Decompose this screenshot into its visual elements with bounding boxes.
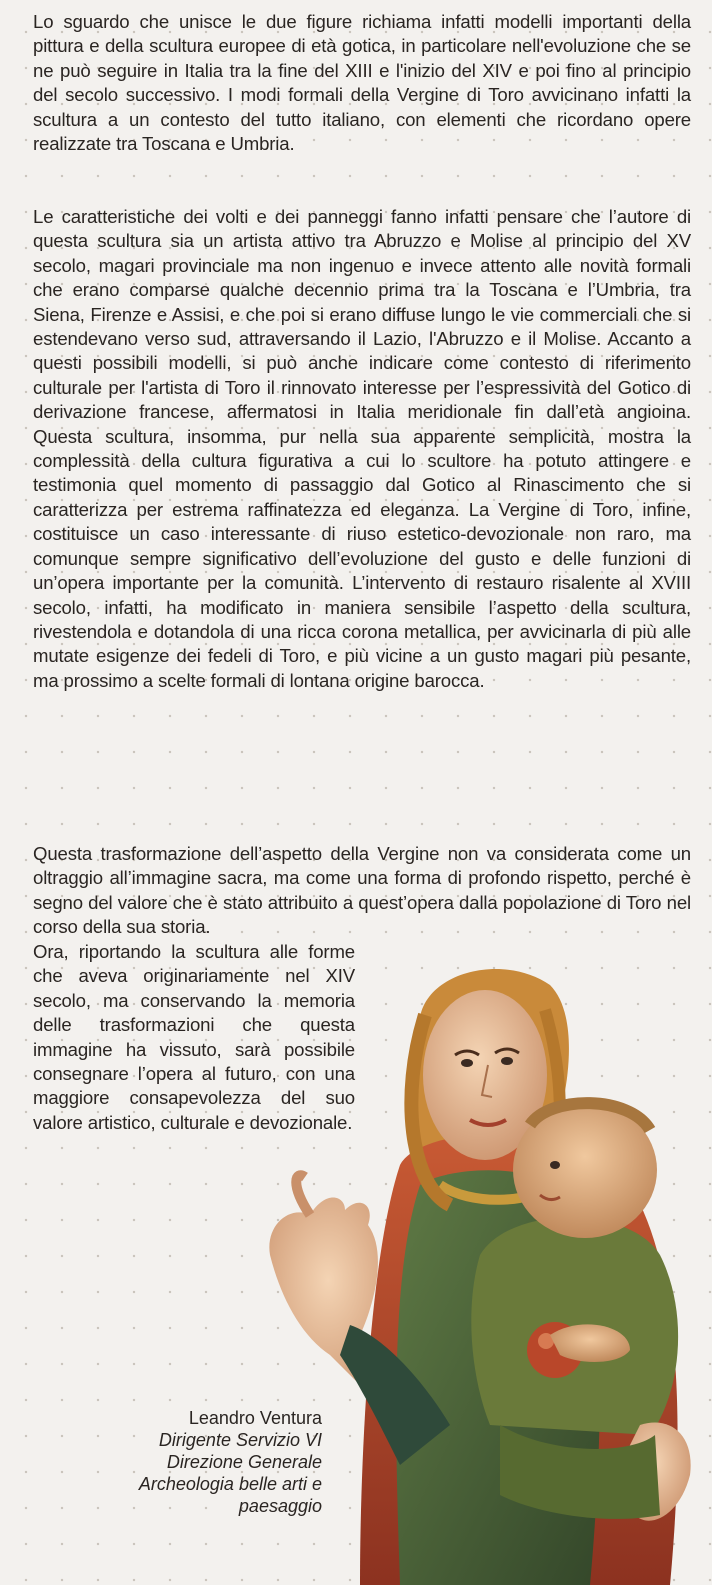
- author-division: Archeologia belle arti e: [138, 1474, 322, 1494]
- author-department: Direzione Generale: [166, 1452, 322, 1472]
- signature-block: [70, 1407, 322, 1517]
- paragraph-4: Ora, riportando la scultura alle forme che aveva originariamente nel XIV secolo, ma conservando la memoria delle trasformazioni che questa immagine ha vissuto, sarà possibile consegnare l’opera al futuro, con una maggiore consapevolezza del suo valore artistico, culturale e devozionale.: [33, 941, 355, 1133]
- author-name: Leandro Ventura: [188, 1408, 322, 1428]
- author-division-continued: paesaggio: [238, 1496, 322, 1516]
- paragraph-2: Le caratteristiche dei volti e dei panneggi fanno infatti pensare che l’autore di questa scultura sia un artista attivo tra Abruzzo e Molise al principio del XV secolo, magari provinciale ma non ingenuo e invece attento alle novità formali che erano comparse qualche decennio prima tra la Toscana e l’Umbria, tra Siena, Firenze e Assisi, e che poi si erano diffuse lungo le vie commerciali che si estendevano verso sud, attraversando il Lazio, l'Abruzzo e il Molise. Accanto a questi possibili modelli, si può anche indicare come contesto di riferimento culturale per l'artista di Toro il rinnovato interesse per l’espressività del Gotico di derivazione francese, affermatosi in Italia meridionale fin dall’età angioina. Questa scultura, insomma, pur nella sua apparente semplicità, mostra la complessità della cultura figurativa a cui lo scultore ha potuto attingere e testimonia quel momento di passaggio dal Gotico al Rinascimento che si caratterizza per estrema raffinatezza ed eleganza. La Vergine di Toro, infine, costituisce un caso interessante di riuso estetico-devozionale non raro, ma comunque sempre significativo dell’evoluzione del gusto e delle funzioni di un’opera importante per la comunità. L’intervento di restauro risalente al XVIII secolo, infatti, ha modificato in maniera sensibile l’aspetto della scultura, rivestendola e dotandola di una ricca corona metallica, per avvicinarla di più alle mutate esigenze dei fedeli di Toro, e più vicine a un gusto magari più pesante, ma prossimo a scelte formali di lontana origine barocca.: [33, 206, 691, 691]
- paragraph-3: Questa trasformazione dell’aspetto della Vergine non va considerata come un oltraggio all’immagine sacra, ma come una forma di profondo rispetto, perché è segno del valore che è stato attribuito a quest’opera dalla popolazione di Toro nel corso della sua storia.: [33, 843, 691, 938]
- author-role: Dirigente Servizio VI: [158, 1430, 322, 1450]
- paragraph-1: Lo sguardo che unisce le due figure richiama infatti modelli importanti della pittura e della scultura europee di età gotica, in particolare nell'evoluzione che se ne può seguire in Italia tra la fine del XIII e l'inizio del XIV e poi fino al principio del secolo successivo. I modi formali della Vergine di Toro avvicinano infatti la scultura a un contesto del tutto italiano, con elementi che ricordano opere realizzate tra Toscana e Umbria.: [33, 11, 691, 155]
